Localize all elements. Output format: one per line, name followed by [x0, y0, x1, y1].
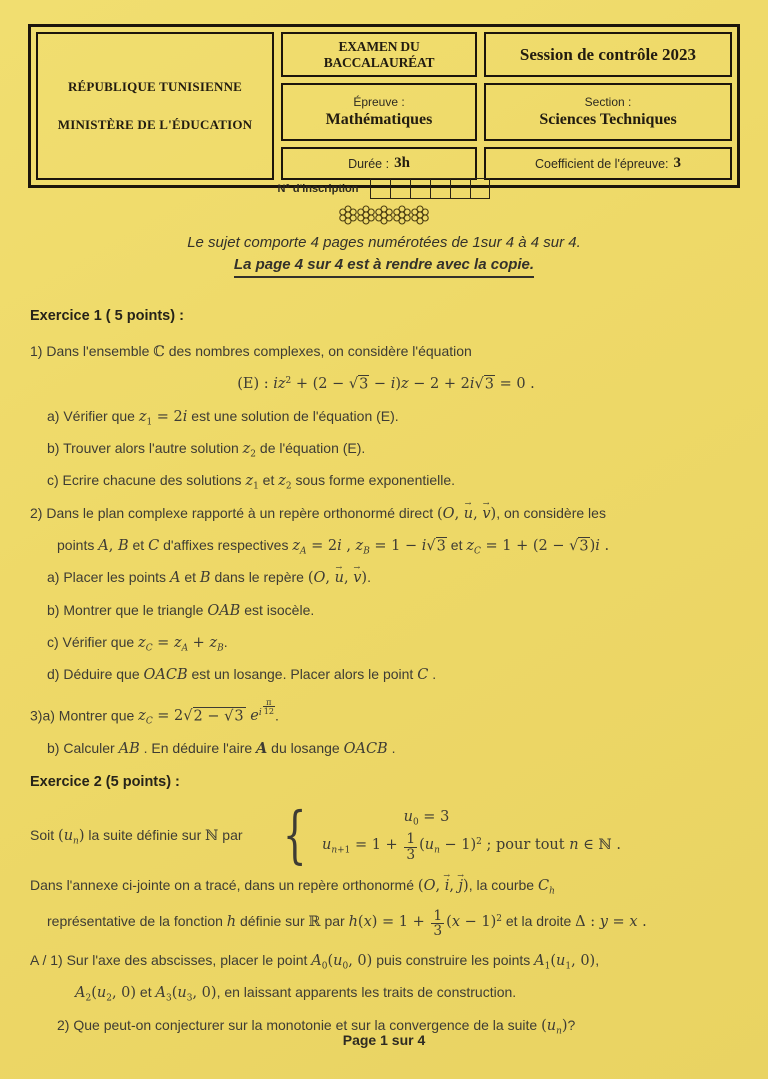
ex1-q2d: d) Déduire que OACB est un losange. Placer alors le point C .: [47, 666, 437, 684]
ex1-q2-points: points A, B et C d'affixes respectives $z_A = 2i$ , $z_B = 1 - i√3$ et $z_C = 1 + (2 - √3)i$ .: [57, 537, 610, 557]
duree-cell: [281, 147, 477, 180]
session-cell: Session de contrôle 2023: [484, 32, 732, 77]
ex1-q3a: 3)a) Montrer que $z_C = 2√2 - √3$ $e^{i \frac{\pi}{12}}$ .: [30, 696, 279, 727]
epreuve-value: Mathématiques: [325, 111, 433, 128]
ex1-q2b: b) Montrer que le triangle OAB est isocèle.: [47, 601, 315, 619]
header-table: [28, 24, 740, 188]
ex2-qA1-line2: $A_2(u_2$, 0) et $A_3(u_3$, 0), en laissant apparents les traits de construction.: [75, 984, 517, 1004]
exam-body: [30, 308, 742, 1048]
inscription-cell: [470, 178, 490, 199]
ex1-q2: 2) Dans le plan complexe rapporté à un repère orthonormé direct (O, u →, v →), on considère les: [30, 504, 742, 524]
page-number: Page 1 sur 4: [342, 1032, 426, 1048]
coeff-label: Coefficient de l'épreuve:: [535, 156, 669, 171]
subject-notice: [0, 232, 768, 278]
section-label: Section :: [584, 95, 632, 109]
section-cell: [484, 83, 732, 141]
ex1-q1a: a) Vérifier que $z_1 = 2i$ est une solution de l'équation (E).: [47, 407, 399, 428]
inscription-cell: [370, 178, 390, 199]
exam-title-cell: EXAMEN DU BACCALAURÉAT: [281, 32, 477, 77]
ex1-equation: (E) : $iz^2 + (2 - √3 - i)z - 2 + 2i√3 = 0$ .: [237, 376, 535, 393]
inscription-row: [0, 178, 768, 199]
epreuve-label: Épreuve :: [353, 95, 405, 109]
ex1-q1b: b) Trouver alors l'autre solution $z_2$ de l'équation (E).: [47, 440, 366, 460]
inscription-cell: [410, 178, 430, 199]
ex2-intro: Soit $(u_n)$ la suite définie sur ℕ par: [30, 826, 243, 847]
ex2-sys-line2: $u_{n+1} = 1$ + $\frac{1}{3}$ $(u_n - 1)^2$ ; pour tout n ∈ ℕ .: [321, 831, 621, 863]
ex2-sequence-definition: [30, 797, 742, 871]
ex2-qA1-line1: A / 1) Sur l'axe des abscisses, placer le point $A_0(u_0$, 0) puis construire les points $A_1(u_1$, 0),: [30, 952, 600, 972]
notice-line-1: Le sujet comporte 4 pages numérotées de 1sur 4 à 4 sur 4.: [187, 234, 581, 251]
ministry-line-2: MINISTÈRE DE L'ÉDUCATION: [57, 117, 253, 132]
inscription-cell: [430, 178, 450, 199]
exercise2-title: Exercice 2 (5 points) :: [30, 774, 180, 791]
ex2-annexe1: Dans l'annexe ci-jointe on a tracé, dans un repère orthonormé (O, i →, j →), la courbe $C_h$: [30, 876, 742, 896]
system-brace: {: [282, 797, 307, 871]
ex1-intro: 1) Dans l'ensemble ℂ des nombres complexes, on considère l'équation: [30, 343, 472, 360]
exercise1-title: Exercice 1 ( 5 points) :: [30, 308, 184, 324]
coeff-cell: [484, 147, 732, 180]
ex2-sys-line1: $u_0 = 3$: [403, 809, 450, 828]
rosette-ornament-icon: [0, 204, 768, 231]
coeff-value: 3: [673, 155, 681, 171]
inscription-cell: [450, 178, 470, 199]
duree-value: 3h: [394, 155, 410, 171]
ex2-annexe2: représentative de la fonction h définie sur ℝ par h(x) = 1 + $\frac{1}{3}$ $(x - 1)^2$ et la droite Δ : y = x .: [47, 907, 647, 940]
ministry-line-1: RÉPUBLIQUE TUNISIENNE: [67, 79, 243, 94]
ex1-q3b: b) Calculer AB . En déduire l'aire A du losange OACB .: [47, 739, 396, 757]
inscription-label: N° d'inscription: [277, 182, 359, 195]
duree-label: Durée :: [348, 156, 390, 171]
ex1-q2a: a) Placer les points A et B dans le repère (O, u →, v →).: [47, 568, 742, 588]
ministry-box: [36, 32, 274, 180]
ex2-qA2: 2) Que peut-on conjecturer sur la monotonie et sur la convergence de la suite $(u_n)$?: [57, 1016, 576, 1037]
inscription-cell: [390, 178, 410, 199]
epreuve-cell: [281, 83, 477, 141]
ex1-q2c: c) Vérifier que $z_C = z_A + z_B$.: [47, 634, 228, 654]
inscription-grid: [370, 178, 490, 199]
ex1-q1c: c) Ecrire chacune des solutions $z_1$ et $z_2$ sous forme exponentielle.: [47, 472, 456, 492]
notice-line-2: La page 4 sur 4 est à rendre avec la copie.: [234, 254, 534, 278]
section-value: Sciences Techniques: [539, 111, 677, 128]
